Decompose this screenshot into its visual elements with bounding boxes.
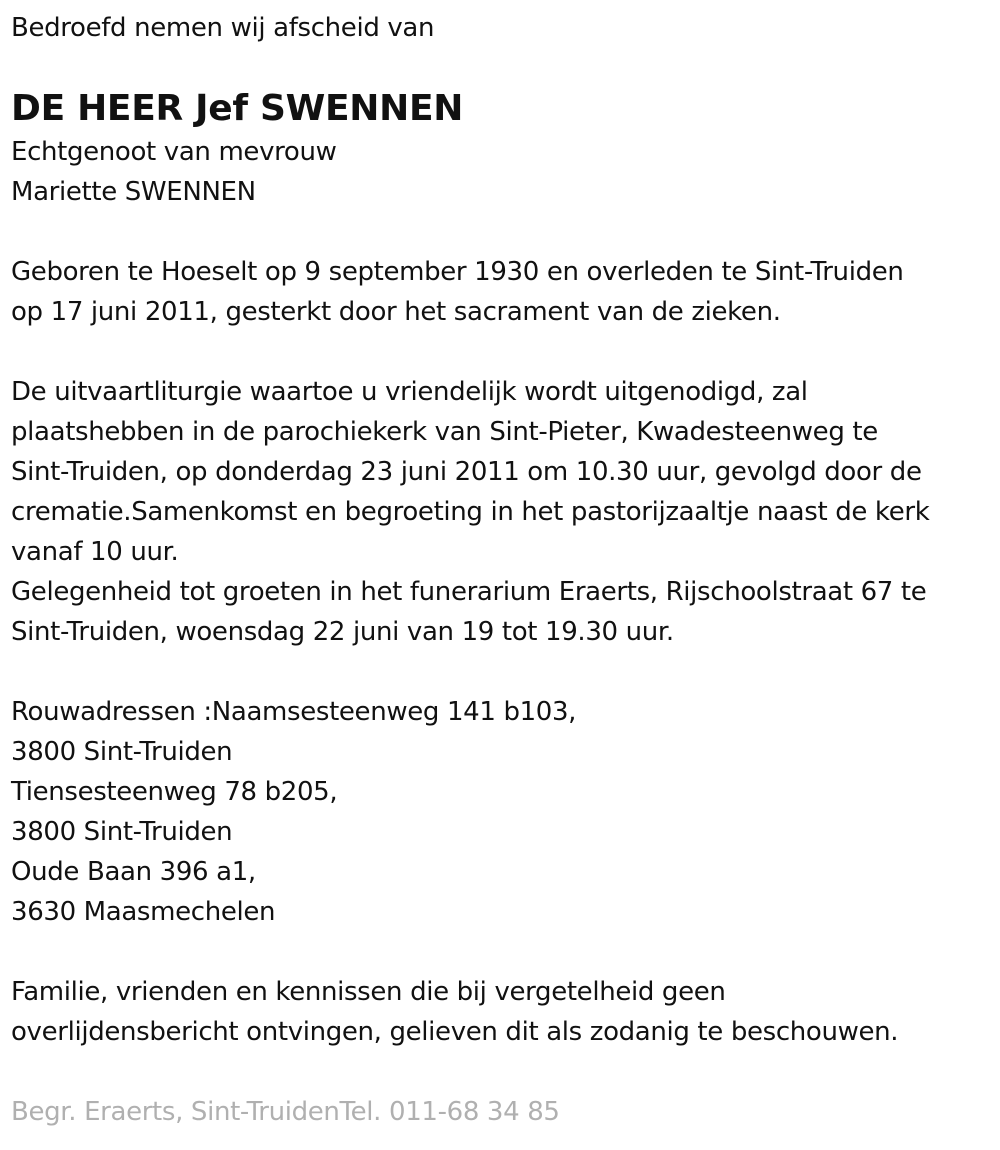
visitation-line: Sint-Truiden, woensdag 22 juni van 19 tot 19.30 uur. — [11, 617, 674, 647]
spouse-name: Mariette SWENNEN — [11, 177, 256, 207]
notice-line: overlijdensbericht ontvingen, gelieven dit als zodanig te beschouwen. — [11, 1017, 899, 1047]
funeral-line: Sint-Truiden, op donderdag 23 juni 2011 om 10.30 uur, gevolgd door de — [11, 457, 922, 487]
notice-section — [11, 972, 990, 1052]
address-line: 3630 Maasmechelen — [11, 897, 276, 927]
intro-text: Bedroefd nemen wij afscheid van — [11, 13, 435, 43]
notice-line: Familie, vrienden en kennissen die bij vergetelheid geen — [11, 977, 726, 1007]
funeral-line: plaatshebben in de parochiekerk van Sint-Pieter, Kwadesteenweg te — [11, 417, 878, 447]
address-line: 3800 Sint-Truiden — [11, 737, 233, 767]
deceased-name: DE HEER Jef SWENNEN — [11, 88, 464, 129]
spouse-line: Echtgenoot van mevrouw — [11, 137, 337, 167]
visitation-section — [11, 572, 990, 652]
birth-death-section — [11, 252, 990, 332]
funeral-line: crematie.Samenkomst en begroeting in het pastorijzaaltje naast de kerk — [11, 497, 930, 527]
spouse-section — [11, 132, 990, 212]
address-line: Tiensesteenweg 78 b205, — [11, 777, 338, 807]
address-line: Oude Baan 396 a1, — [11, 857, 256, 887]
mourning-addresses-section — [11, 692, 990, 932]
funeral-line: vanaf 10 uur. — [11, 537, 179, 567]
funeral-section — [11, 372, 990, 572]
birth-death-line: op 17 juni 2011, gesterkt door het sacrament van de zieken. — [11, 297, 781, 327]
funeral-home-footer: Begr. Eraerts, Sint-TruidenTel. 011-68 34 85 — [11, 1097, 560, 1127]
address-line: Rouwadressen :Naamsesteenweg 141 b103, — [11, 697, 577, 727]
birth-death-line: Geboren te Hoeselt op 9 september 1930 en overleden te Sint-Truiden — [11, 257, 904, 287]
funeral-line: De uitvaartliturgie waartoe u vriendelijk wordt uitgenodigd, zal — [11, 377, 808, 407]
visitation-line: Gelegenheid tot groeten in het funerarium Eraerts, Rijschoolstraat 67 te — [11, 577, 927, 607]
address-line: 3800 Sint-Truiden — [11, 817, 233, 847]
